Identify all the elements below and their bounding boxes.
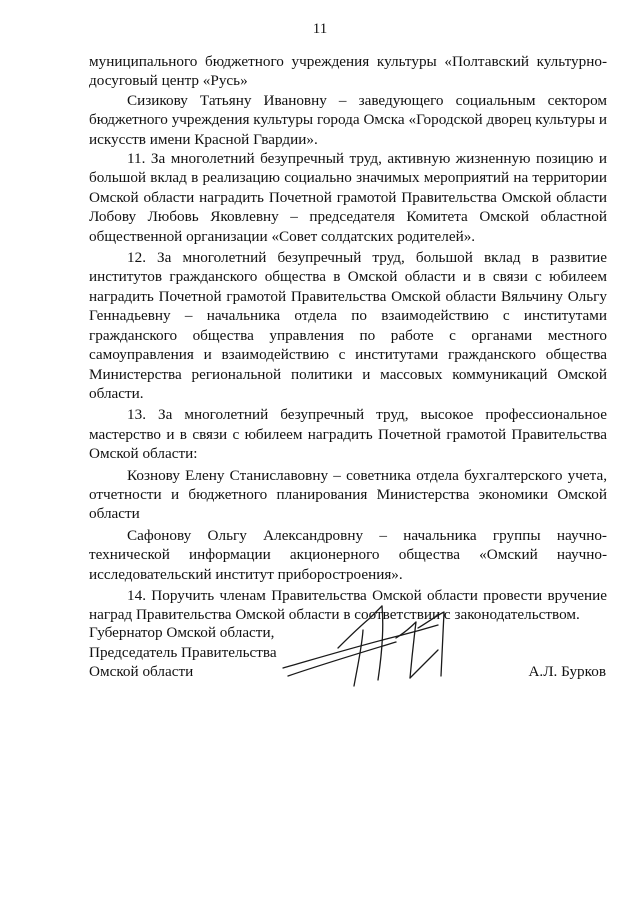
paragraph-safonova: Сафонову Ольгу Александровну – начальника группы научно-технической информации акционерного общества «Омский научно-исследовательский институт приборостроения». (89, 526, 607, 583)
paragraph-sizikova: Сизикову Татьяну Ивановну – заведующего социальным сектором бюджетного учреждения культуры города Омска «Городской дворец культуры и искусств имени Красной Гвардии». (89, 91, 607, 148)
signatory-title-line-1: Губернатор Омской области, (89, 624, 275, 641)
page-number: 11 (312, 21, 328, 37)
paragraph-item-14: 14. Поручить членам Правительства Омской области провести вручение наград Правительства Омской области в соответствии с законодательством. (89, 586, 607, 624)
paragraph-item-12: 12. За многолетний безупречный труд, большой вклад в развитие институтов гражданского общества в Омской области и в связи с юбилеем наградить Почетной грамотой Правительства Омской области Вяльчину Ольгу Геннадьевну – начальника отдела по взаимодействию с институтами гражданского общества управления по работе с органами местного самоуправления и взаимодействию с институтами гражданского общества Министерства региональной политики и массовых коммуникаций Омской области. (89, 249, 607, 402)
document-body (89, 52, 607, 625)
paragraph-item-13: 13. За многолетний безупречный труд, высокое профессиональное мастерство и в связи с юбилеем наградить Почетной грамотой Правительства Омской области: (89, 406, 607, 463)
signer-name: А.Л. Бурков (528, 663, 606, 680)
paragraph-koznova: Кознову Елену Станиславовну – советника отдела бухгалтерского учета, отчетности и бюджетного планирования Министерства экономики Омской области (89, 466, 607, 523)
signatory-title-line-3: Омской области (89, 663, 194, 681)
signatory-title (89, 623, 277, 682)
handwritten-signature (278, 598, 468, 693)
paragraph-item-11: 11. За многолетний безупречный труд, активную жизненную позицию и большой вклад в реализацию социально значимых мероприятий на территории Омской области наградить Почетной грамотой Правительства Омской области Лобову Любовь Яковлевну – председателя Комитета Омской областной общественной организации «Совет солдатских родителей». (89, 150, 607, 245)
signatory-title-line-2: Председатель Правительства (89, 643, 277, 661)
paragraph-continuation: муниципального бюджетного учреждения культуры «Полтавский культурно-досуговый центр «Русь» (89, 53, 607, 90)
